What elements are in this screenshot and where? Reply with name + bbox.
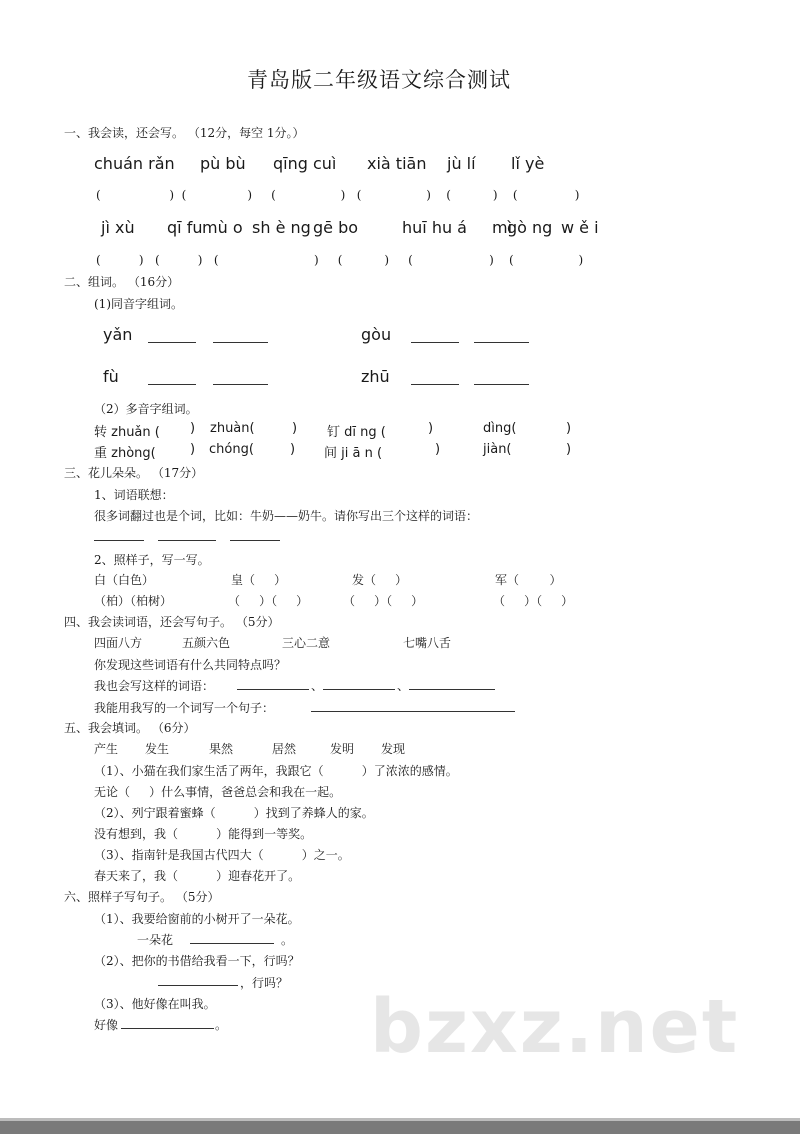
word-choice: 发明 — [330, 742, 355, 756]
fill-item[interactable]: 皇（ ） — [231, 573, 287, 587]
answer-blank[interactable]: ) — [566, 421, 572, 436]
fill-sentence[interactable]: 没有想到，我（ ）能得到一等奖。 — [94, 827, 313, 841]
pinyin-item: gòu — [361, 325, 392, 344]
answer-line[interactable] — [411, 342, 459, 343]
fill-sentence[interactable]: （3）、指南针是我国古代四大（ ）之一。 — [94, 848, 350, 862]
sub-heading: (1)同音字组词。 — [94, 297, 183, 311]
answer-blank[interactable]: ) — [290, 442, 296, 457]
example-sentence: （1）、我要给窗前的小树开了一朵花。 — [94, 912, 300, 926]
section-5-heading: 五、我会填词。 （6分） — [64, 721, 196, 735]
pinyin-item: yǎn — [103, 325, 133, 344]
answer-line[interactable] — [409, 689, 495, 690]
answer-blank[interactable]: ) — [435, 442, 441, 457]
answer-blank[interactable]: ) — [190, 421, 196, 436]
polyphone-item: 重 zhòng( — [94, 446, 156, 461]
punctuation: 。 — [281, 933, 294, 947]
answer-line[interactable] — [121, 1028, 214, 1029]
pinyin-item: huī hu á — [402, 218, 467, 237]
word-choice: 居然 — [272, 742, 297, 756]
answer-blank[interactable]: ( ) ( ) ( ) ( ) ( ) ( ) — [96, 188, 580, 202]
pinyin-item: fù — [103, 367, 119, 386]
answer-blank[interactable]: ( ) ( ) ( ) ( ) ( ) ( ) — [96, 253, 584, 267]
fill-sentence[interactable]: 无论（ ）什么事情，爸爸总会和我在一起。 — [94, 785, 342, 799]
idiom-word: 三心二意 — [282, 636, 331, 650]
pinyin-item: zhū — [361, 367, 390, 386]
answer-line[interactable] — [94, 540, 144, 541]
fill-item[interactable]: 军（ ） — [495, 573, 562, 587]
answer-line[interactable] — [190, 943, 274, 944]
answer-line[interactable] — [237, 689, 309, 690]
fill-sentence[interactable]: 春天来了，我（ ）迎春花开了。 — [94, 869, 301, 883]
answer-blank[interactable]: ) — [566, 442, 572, 457]
polyphone-item: jiàn( — [483, 442, 512, 457]
pinyin-item: gò ng — [507, 218, 553, 237]
idiom-word: 五颜六色 — [182, 636, 231, 650]
word-choice: 产生 — [94, 742, 119, 756]
pinyin-item: jì xù — [101, 218, 135, 237]
fill-item[interactable]: （ ）（ ） — [493, 594, 574, 608]
polyphone-item: chóng( — [209, 442, 254, 457]
answer-line[interactable] — [474, 342, 529, 343]
prompt-text: 我也会写这样的词语： — [94, 679, 215, 693]
bottom-bar — [0, 1118, 800, 1134]
answer-line[interactable] — [323, 689, 395, 690]
prompt-text: 好像 — [94, 1018, 119, 1032]
idiom-word: 四面八方 — [94, 636, 143, 650]
idiom-word: 七嘴八舌 — [403, 636, 452, 650]
fill-item[interactable]: 发（ ） — [352, 573, 408, 587]
separator: 、 — [397, 679, 410, 693]
question-text: 你发现这些词语有什么共同特点吗？ — [94, 658, 287, 672]
fill-sentence[interactable]: （2）、列宁跟着蜜蜂（ ）找到了养蜂人的家。 — [94, 806, 374, 820]
example-text: （柏）（柏树） — [94, 594, 173, 608]
pinyin-item: lǐ yè — [511, 154, 545, 173]
polyphone-item: 钉 dī ng ( — [327, 425, 386, 440]
answer-line[interactable] — [158, 540, 216, 541]
pinyin-item: chuán rǎn — [94, 154, 175, 173]
pinyin-item: jù lí — [447, 154, 476, 173]
section-4-heading: 四、我会读词语，还会写句子。 （5分） — [64, 615, 280, 629]
word-choice: 发生 — [145, 742, 170, 756]
polyphone-item: dìng( — [483, 421, 517, 436]
prompt-text: 一朵花 — [137, 933, 174, 947]
pinyin-item: mù o — [202, 218, 243, 237]
word-choice: 发现 — [381, 742, 406, 756]
bottom-bar-highlight — [0, 1118, 800, 1121]
section-6-heading: 六、照样子写句子。 （5分） — [64, 890, 220, 904]
watermark-text: bzxz.net — [370, 984, 740, 1070]
section-3-heading: 三、花儿朵朵。 （17分） — [64, 466, 204, 480]
prompt-text: 我能用我写的一个词写一个句子： — [94, 701, 275, 715]
pinyin-item: qīng cuì — [273, 154, 337, 173]
page-title: 青岛版二年级语文综合测试 — [247, 68, 511, 92]
pinyin-item: gē bo — [313, 218, 359, 237]
fill-sentence[interactable]: （1）、小猫在我们家生活了两年，我跟它（ ）了浓浓的感情。 — [94, 764, 458, 778]
pinyin-item: pù bù — [200, 154, 246, 173]
sub-heading: 2、照样子，写一写。 — [94, 553, 210, 567]
polyphone-item: 转 zhuǎn ( — [94, 425, 160, 440]
answer-blank[interactable]: ) — [190, 442, 196, 457]
example-sentence: （3）、他好像在叫我。 — [94, 997, 216, 1011]
answer-line[interactable] — [148, 342, 196, 343]
answer-line[interactable] — [213, 384, 268, 385]
example-text: 白（白色） — [94, 573, 155, 587]
pinyin-item: xià tiān — [367, 154, 427, 173]
sub-heading: （2）多音字组词。 — [94, 402, 198, 416]
pinyin-item: sh è ng — [252, 218, 311, 237]
pinyin-item: mì — [492, 218, 513, 237]
sub-heading: 1、词语联想： — [94, 488, 174, 502]
fill-item[interactable]: （ ）（ ） — [228, 594, 309, 608]
answer-blank[interactable]: ) — [292, 421, 298, 436]
instruction-text: 很多词翻过也是个词，比如：牛奶——奶牛。请你写出三个这样的词语： — [94, 509, 479, 523]
section-1-heading: 一、我会读，还会写。 （12分，每空 1分。） — [64, 126, 305, 140]
answer-line[interactable] — [148, 384, 196, 385]
example-sentence: （2）、把你的书借给我看一下，行吗？ — [94, 954, 300, 968]
pinyin-item: qī fu — [167, 218, 203, 237]
polyphone-item: 间 ji ā n ( — [324, 446, 383, 461]
answer-line[interactable] — [158, 985, 238, 986]
pinyin-item: w ě i — [561, 218, 599, 237]
punctuation: 。 — [215, 1018, 228, 1032]
answer-line[interactable] — [411, 384, 459, 385]
word-choice: 果然 — [209, 742, 234, 756]
answer-line[interactable] — [474, 384, 529, 385]
answer-line[interactable] — [311, 711, 515, 712]
answer-blank[interactable]: ) — [428, 421, 434, 436]
section-2-heading: 二、组词。 （16分） — [64, 275, 180, 289]
polyphone-item: zhuàn( — [210, 421, 255, 436]
separator: 、 — [311, 679, 324, 693]
prompt-text: ，行吗？ — [240, 976, 289, 990]
answer-line[interactable] — [213, 342, 268, 343]
answer-line[interactable] — [230, 540, 280, 541]
fill-item[interactable]: （ ）（ ） — [343, 594, 424, 608]
